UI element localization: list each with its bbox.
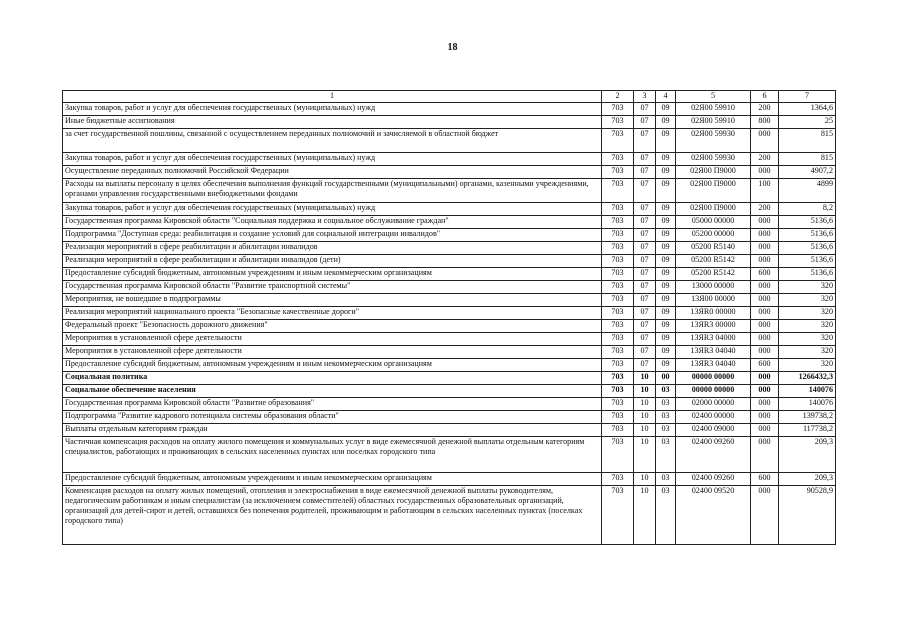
table-row bbox=[63, 333, 836, 346]
expense-name-cell: Подпрограмма "Развитие кадрового потенциала системы образования области" bbox=[63, 411, 602, 424]
target-article-cell: 02400 09520 bbox=[676, 486, 751, 545]
header-row bbox=[63, 91, 836, 103]
header-col-3: 3 bbox=[634, 91, 656, 103]
section-code-cell: 07 bbox=[634, 255, 656, 268]
subsection-code-cell: 09 bbox=[656, 307, 676, 320]
department-code-cell: 703 bbox=[602, 424, 634, 437]
section-code-cell: 07 bbox=[634, 116, 656, 129]
expense-name-cell: Иные бюджетные ассигнования bbox=[63, 116, 602, 129]
target-article-cell: 02Я00 59930 bbox=[676, 153, 751, 166]
table-row bbox=[63, 129, 836, 153]
table-row bbox=[63, 153, 836, 166]
subsection-code-cell: 09 bbox=[656, 166, 676, 179]
expense-name-cell: Государственная программа Кировской области "Развитие образования" bbox=[63, 398, 602, 411]
section-code-cell: 10 bbox=[634, 486, 656, 545]
amount-cell: 1364,6 bbox=[779, 103, 836, 116]
target-article-cell: 13Я00 00000 bbox=[676, 294, 751, 307]
page-number: 18 bbox=[447, 42, 458, 53]
target-article-cell: 02Я00 П9000 bbox=[676, 179, 751, 203]
subsection-code-cell: 09 bbox=[656, 129, 676, 153]
expense-name-cell: Предоставление субсидий бюджетным, автономным учреждениям и иным некоммерческим организациям bbox=[63, 473, 602, 486]
section-code-cell: 07 bbox=[634, 203, 656, 216]
target-article-cell: 13ЯR3 04040 bbox=[676, 359, 751, 372]
table-row bbox=[63, 166, 836, 179]
expense-name-cell: Социальное обеспечение населения bbox=[63, 385, 602, 398]
target-article-cell: 13000 00000 bbox=[676, 281, 751, 294]
department-code-cell: 703 bbox=[602, 333, 634, 346]
department-code-cell: 703 bbox=[602, 473, 634, 486]
department-code-cell: 703 bbox=[602, 281, 634, 294]
expense-type-cell: 000 bbox=[751, 166, 779, 179]
expense-name-cell: Реализация мероприятий в сфере реабилитации и абилитации инвалидов (дети) bbox=[63, 255, 602, 268]
target-article-cell: 02400 09260 bbox=[676, 437, 751, 473]
header-col-5: 5 bbox=[676, 91, 751, 103]
expense-type-cell: 200 bbox=[751, 153, 779, 166]
department-code-cell: 703 bbox=[602, 411, 634, 424]
amount-cell: 815 bbox=[779, 153, 836, 166]
expense-type-cell: 000 bbox=[751, 294, 779, 307]
amount-cell: 320 bbox=[779, 320, 836, 333]
expense-type-cell: 200 bbox=[751, 203, 779, 216]
target-article-cell: 05200 R5142 bbox=[676, 255, 751, 268]
expense-type-cell: 000 bbox=[751, 486, 779, 545]
table-row bbox=[63, 294, 836, 307]
table-row bbox=[63, 372, 836, 385]
budget-table bbox=[62, 90, 836, 545]
subsection-code-cell: 09 bbox=[656, 203, 676, 216]
amount-cell: 5136,6 bbox=[779, 255, 836, 268]
expense-type-cell: 000 bbox=[751, 320, 779, 333]
subsection-code-cell: 09 bbox=[656, 281, 676, 294]
department-code-cell: 703 bbox=[602, 372, 634, 385]
department-code-cell: 703 bbox=[602, 359, 634, 372]
subsection-code-cell: 09 bbox=[656, 320, 676, 333]
expense-type-cell: 000 bbox=[751, 385, 779, 398]
subsection-code-cell: 03 bbox=[656, 385, 676, 398]
expense-type-cell: 000 bbox=[751, 281, 779, 294]
subsection-code-cell: 03 bbox=[656, 398, 676, 411]
header-col-2: 2 bbox=[602, 91, 634, 103]
subsection-code-cell: 03 bbox=[656, 486, 676, 545]
amount-cell: 320 bbox=[779, 333, 836, 346]
target-article-cell: 00000 00000 bbox=[676, 372, 751, 385]
amount-cell: 140076 bbox=[779, 385, 836, 398]
expense-type-cell: 800 bbox=[751, 116, 779, 129]
department-code-cell: 703 bbox=[602, 129, 634, 153]
section-code-cell: 07 bbox=[634, 153, 656, 166]
amount-cell: 4899 bbox=[779, 179, 836, 203]
expense-name-cell: Подпрограмма "Доступная среда: реабилитация и создание условий для социальной интеграции инвалидов" bbox=[63, 229, 602, 242]
expense-name-cell: Реализация мероприятий в сфере реабилитации и абилитации инвалидов bbox=[63, 242, 602, 255]
amount-cell: 320 bbox=[779, 281, 836, 294]
department-code-cell: 703 bbox=[602, 166, 634, 179]
table-row bbox=[63, 268, 836, 281]
department-code-cell: 703 bbox=[602, 437, 634, 473]
section-code-cell: 07 bbox=[634, 333, 656, 346]
target-article-cell: 02400 09000 bbox=[676, 424, 751, 437]
expense-type-cell: 200 bbox=[751, 103, 779, 116]
department-code-cell: 703 bbox=[602, 307, 634, 320]
subsection-code-cell: 09 bbox=[656, 103, 676, 116]
table-row bbox=[63, 307, 836, 320]
target-article-cell: 02Я00 59930 bbox=[676, 129, 751, 153]
department-code-cell: 703 bbox=[602, 229, 634, 242]
header-col-4: 4 bbox=[656, 91, 676, 103]
expense-name-cell: Закупка товаров, работ и услуг для обеспечения государственных (муниципальных) нужд bbox=[63, 103, 602, 116]
target-article-cell: 02Я00 П9000 bbox=[676, 166, 751, 179]
expense-name-cell: Мероприятия в установленной сфере деятельности bbox=[63, 346, 602, 359]
subsection-code-cell: 09 bbox=[656, 346, 676, 359]
target-article-cell: 05200 00000 bbox=[676, 229, 751, 242]
department-code-cell: 703 bbox=[602, 398, 634, 411]
department-code-cell: 703 bbox=[602, 242, 634, 255]
expense-type-cell: 000 bbox=[751, 346, 779, 359]
amount-cell: 140076 bbox=[779, 398, 836, 411]
target-article-cell: 02Я00 П9000 bbox=[676, 203, 751, 216]
subsection-code-cell: 09 bbox=[656, 242, 676, 255]
expense-name-cell: Социальная политика bbox=[63, 372, 602, 385]
subsection-code-cell: 00 bbox=[656, 372, 676, 385]
amount-cell: 117738,2 bbox=[779, 424, 836, 437]
table-row bbox=[63, 216, 836, 229]
expense-name-cell: Реализация мероприятий национального проекта "Безопасные качественные дороги" bbox=[63, 307, 602, 320]
subsection-code-cell: 09 bbox=[656, 333, 676, 346]
department-code-cell: 703 bbox=[602, 268, 634, 281]
amount-cell: 90528,9 bbox=[779, 486, 836, 545]
section-code-cell: 07 bbox=[634, 359, 656, 372]
subsection-code-cell: 09 bbox=[656, 179, 676, 203]
expense-type-cell: 600 bbox=[751, 268, 779, 281]
table-row bbox=[63, 103, 836, 116]
table-row bbox=[63, 281, 836, 294]
section-code-cell: 07 bbox=[634, 129, 656, 153]
department-code-cell: 703 bbox=[602, 385, 634, 398]
section-code-cell: 07 bbox=[634, 346, 656, 359]
table-body bbox=[63, 103, 836, 545]
subsection-code-cell: 03 bbox=[656, 411, 676, 424]
expense-type-cell: 000 bbox=[751, 307, 779, 320]
expense-name-cell: Компенсация расходов на оплату жилых помещений, отопления и электроснабжения в виде ежемесячной денежной выплаты руководителям, педагогическим работникам и иным специалистам (за исключением совместителей) областных государственных образовательных организаций, организаций для детей-сирот и детей, оставшихся без попечения родителей, проживающим и работающим в сельских населенных пунктах (поселках городского типа) bbox=[63, 486, 602, 545]
table-row bbox=[63, 203, 836, 216]
amount-cell: 320 bbox=[779, 359, 836, 372]
expense-type-cell: 000 bbox=[751, 255, 779, 268]
expense-type-cell: 000 bbox=[751, 242, 779, 255]
expense-name-cell: Мероприятия в установленной сфере деятельности bbox=[63, 333, 602, 346]
department-code-cell: 703 bbox=[602, 203, 634, 216]
amount-cell: 5136,6 bbox=[779, 268, 836, 281]
target-article-cell: 02400 00000 bbox=[676, 411, 751, 424]
table-row bbox=[63, 486, 836, 545]
subsection-code-cell: 09 bbox=[656, 229, 676, 242]
section-code-cell: 07 bbox=[634, 268, 656, 281]
section-code-cell: 10 bbox=[634, 385, 656, 398]
target-article-cell: 05000 00000 bbox=[676, 216, 751, 229]
department-code-cell: 703 bbox=[602, 179, 634, 203]
section-code-cell: 07 bbox=[634, 281, 656, 294]
section-code-cell: 07 bbox=[634, 103, 656, 116]
section-code-cell: 07 bbox=[634, 179, 656, 203]
table-row bbox=[63, 346, 836, 359]
subsection-code-cell: 09 bbox=[656, 216, 676, 229]
subsection-code-cell: 09 bbox=[656, 116, 676, 129]
expense-type-cell: 000 bbox=[751, 333, 779, 346]
subsection-code-cell: 03 bbox=[656, 437, 676, 473]
amount-cell: 139738,2 bbox=[779, 411, 836, 424]
expense-name-cell: Предоставление субсидий бюджетным, автономным учреждениям и иным некоммерческим организациям bbox=[63, 359, 602, 372]
table-row bbox=[63, 424, 836, 437]
target-article-cell: 13ЯR3 04040 bbox=[676, 346, 751, 359]
target-article-cell: 02000 00000 bbox=[676, 398, 751, 411]
table-row bbox=[63, 411, 836, 424]
department-code-cell: 703 bbox=[602, 255, 634, 268]
amount-cell: 5136,6 bbox=[779, 229, 836, 242]
subsection-code-cell: 09 bbox=[656, 153, 676, 166]
expense-type-cell: 000 bbox=[751, 398, 779, 411]
target-article-cell: 13ЯR3 00000 bbox=[676, 320, 751, 333]
subsection-code-cell: 09 bbox=[656, 255, 676, 268]
table-row bbox=[63, 255, 836, 268]
section-code-cell: 07 bbox=[634, 242, 656, 255]
expense-name-cell: Частичная компенсация расходов на оплату жилого помещения и коммунальных услуг в виде ежемесячной денежной выплаты отдельным категориям специалистов, работающих и проживающих в сельских населенных пунктах или поселках городского типа bbox=[63, 437, 602, 473]
amount-cell: 5136,6 bbox=[779, 216, 836, 229]
section-code-cell: 07 bbox=[634, 229, 656, 242]
target-article-cell: 05200 R5140 bbox=[676, 242, 751, 255]
department-code-cell: 703 bbox=[602, 346, 634, 359]
target-article-cell: 13ЯR3 04000 bbox=[676, 333, 751, 346]
expense-type-cell: 000 bbox=[751, 129, 779, 153]
amount-cell: 25 bbox=[779, 116, 836, 129]
amount-cell: 209,3 bbox=[779, 473, 836, 486]
expense-type-cell: 000 bbox=[751, 229, 779, 242]
table-row bbox=[63, 242, 836, 255]
target-article-cell: 13ЯR0 00000 bbox=[676, 307, 751, 320]
expense-name-cell: Осуществление переданных полномочий Российской Федерации bbox=[63, 166, 602, 179]
department-code-cell: 703 bbox=[602, 294, 634, 307]
subsection-code-cell: 09 bbox=[656, 294, 676, 307]
table-row bbox=[63, 229, 836, 242]
table-row bbox=[63, 437, 836, 473]
expense-name-cell: Мероприятия, не вошедшие в подпрограммы bbox=[63, 294, 602, 307]
amount-cell: 4907,2 bbox=[779, 166, 836, 179]
amount-cell: 320 bbox=[779, 294, 836, 307]
amount-cell: 320 bbox=[779, 346, 836, 359]
amount-cell: 1266432,3 bbox=[779, 372, 836, 385]
header-col-6: 6 bbox=[751, 91, 779, 103]
target-article-cell: 00000 00000 bbox=[676, 385, 751, 398]
expense-type-cell: 000 bbox=[751, 216, 779, 229]
expense-name-cell: Предоставление субсидий бюджетным, автономным учреждениям и иным некоммерческим организациям bbox=[63, 268, 602, 281]
expense-name-cell: за счет государственной пошлины, связанной с осуществлением переданных полномочий и зачисляемой в областной бюджет bbox=[63, 129, 602, 153]
department-code-cell: 703 bbox=[602, 216, 634, 229]
target-article-cell: 02Я00 59910 bbox=[676, 116, 751, 129]
section-code-cell: 10 bbox=[634, 473, 656, 486]
target-article-cell: 05200 R5142 bbox=[676, 268, 751, 281]
table-row bbox=[63, 116, 836, 129]
section-code-cell: 10 bbox=[634, 372, 656, 385]
expense-name-cell: Выплаты отдельным категориям граждан bbox=[63, 424, 602, 437]
expense-type-cell: 000 bbox=[751, 437, 779, 473]
department-code-cell: 703 bbox=[602, 116, 634, 129]
table-row bbox=[63, 385, 836, 398]
expense-type-cell: 000 bbox=[751, 424, 779, 437]
table-row bbox=[63, 473, 836, 486]
amount-cell: 209,3 bbox=[779, 437, 836, 473]
department-code-cell: 703 bbox=[602, 103, 634, 116]
header-col-1: 1 bbox=[63, 91, 602, 103]
department-code-cell: 703 bbox=[602, 320, 634, 333]
expense-name-cell: Расходы на выплаты персоналу в целях обеспечения выполнения функций государственными (муниципальными) органами, казенными учреждениями, органами управления государственными внебюджетными фондами bbox=[63, 179, 602, 203]
section-code-cell: 07 bbox=[634, 307, 656, 320]
section-code-cell: 10 bbox=[634, 411, 656, 424]
subsection-code-cell: 03 bbox=[656, 473, 676, 486]
amount-cell: 8,2 bbox=[779, 203, 836, 216]
expense-type-cell: 600 bbox=[751, 359, 779, 372]
section-code-cell: 07 bbox=[634, 216, 656, 229]
expense-name-cell: Закупка товаров, работ и услуг для обеспечения государственных (муниципальных) нужд bbox=[63, 153, 602, 166]
section-code-cell: 10 bbox=[634, 398, 656, 411]
expense-name-cell: Государственная программа Кировской области "Социальная поддержка и социальное обслуживание граждан" bbox=[63, 216, 602, 229]
section-code-cell: 07 bbox=[634, 294, 656, 307]
table-row bbox=[63, 179, 836, 203]
expense-name-cell: Закупка товаров, работ и услуг для обеспечения государственных (муниципальных) нужд bbox=[63, 203, 602, 216]
subsection-code-cell: 09 bbox=[656, 359, 676, 372]
expense-name-cell: Государственная программа Кировской области "Развитие транспортной системы" bbox=[63, 281, 602, 294]
table-row bbox=[63, 398, 836, 411]
target-article-cell: 02400 09260 bbox=[676, 473, 751, 486]
expense-type-cell: 000 bbox=[751, 411, 779, 424]
table-row bbox=[63, 320, 836, 333]
amount-cell: 5136,6 bbox=[779, 242, 836, 255]
subsection-code-cell: 09 bbox=[656, 268, 676, 281]
table-row bbox=[63, 359, 836, 372]
section-code-cell: 07 bbox=[634, 166, 656, 179]
expense-type-cell: 600 bbox=[751, 473, 779, 486]
expense-type-cell: 100 bbox=[751, 179, 779, 203]
section-code-cell: 07 bbox=[634, 320, 656, 333]
section-code-cell: 10 bbox=[634, 437, 656, 473]
section-code-cell: 10 bbox=[634, 424, 656, 437]
expense-name-cell: Федеральный проект "Безопасность дорожного движения" bbox=[63, 320, 602, 333]
amount-cell: 815 bbox=[779, 129, 836, 153]
header-col-7: 7 bbox=[779, 91, 836, 103]
department-code-cell: 703 bbox=[602, 153, 634, 166]
expense-type-cell: 000 bbox=[751, 372, 779, 385]
target-article-cell: 02Я00 59910 bbox=[676, 103, 751, 116]
department-code-cell: 703 bbox=[602, 486, 634, 545]
amount-cell: 320 bbox=[779, 307, 836, 320]
subsection-code-cell: 03 bbox=[656, 424, 676, 437]
